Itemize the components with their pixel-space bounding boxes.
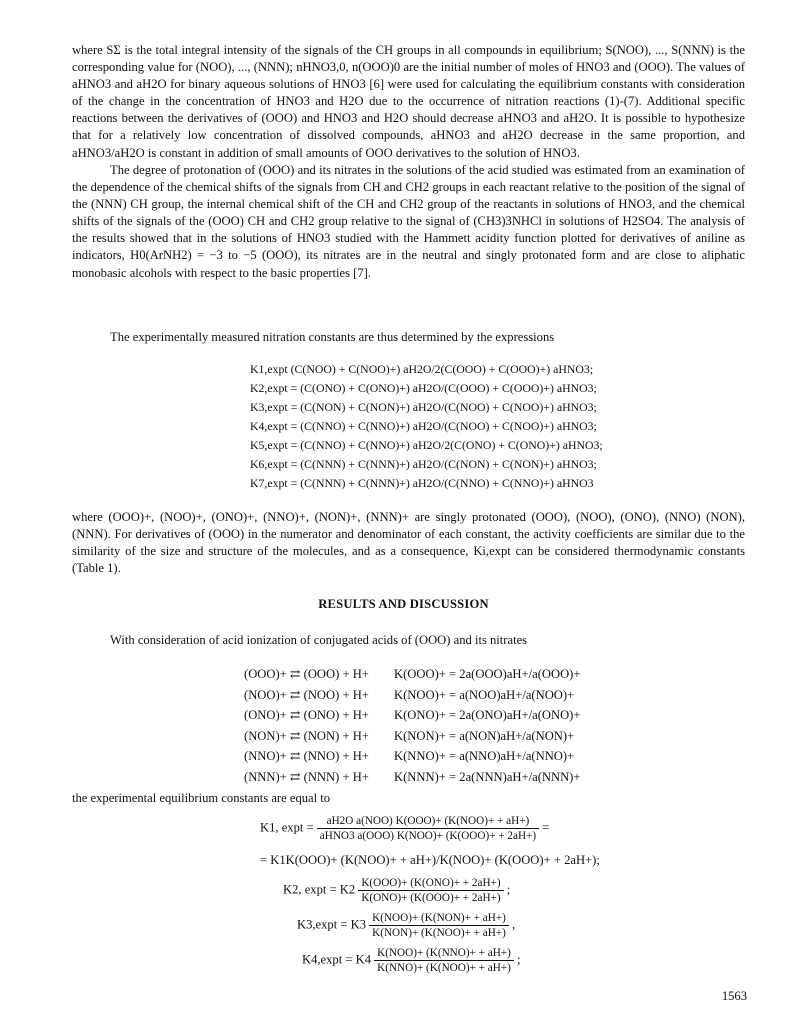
ionization-reaction: (NOO)+ ⇄ (NOO) + H+ [244, 687, 369, 702]
ionization-constant: K(ONO)+ = 2a(ONO)aH+/a(ONO)+ [394, 708, 581, 722]
ionization-row [244, 726, 580, 747]
fraction-k3-numerator: K(NOO)+ (K(NON)+ + aH+) [369, 911, 509, 926]
fraction-k2-numerator: K(OOO)+ (K(ONO)+ + 2aH+) [358, 876, 503, 891]
fraction-k3 [369, 911, 509, 940]
paragraph-protonation: The degree of protonation of (OOO) and its nitrates in the solutions of the acid studied was estimated from an examination of the dependence of the chemical shifts of the signals from CH and CH2 groups in each reactant relative to the position of the signal of the (NNN) CH group, the internal chemical shift of the CH and CH2 group of the reactants in solutions of HNO3, and the chemical shifts of the signals of the (OOO) CH and CH2 group relative to the signal of (CH3)3NHCl in solutions of H2SO4. The analysis of the results showed that in the solutions of HNO3 studied with the Hammett acidity function plotted for derivatives of aniline as indicators, H0(ArNH2) = −3 to −5 (OOO), its nitrates are in the neutral and singly protonated form and are close to aliphatic monobasic alcohols with respect to the basic properties [7]. [72, 163, 745, 280]
expression-k7: K7,expt = (C(NNN) + C(NNN)+) aH2O/(C(NNO) + C(NNO)+) aHNO3 [250, 476, 594, 490]
page-number: 1563 [721, 989, 747, 1003]
ionization-constant: K(NNN)+ = 2a(NNN)aH+/a(NNN)+ [394, 769, 581, 784]
equation-k2-expt [283, 876, 510, 905]
ionization-row [244, 664, 580, 685]
paragraph-definitions: where SΣ is the total integral intensity of the signals of the CH groups in all compounds in equilibrium; S(NOO), ..., S(NNN) is the corresponding value for (NOO), ..., (NNN); nHNO3,0, n(OOO)0 are the initial number of moles of HNO3 and (OOO). The values of aHNO3 and aH2O for binary aqueous solutions of HNO3 [6] were used for calculating the equilibrium constants with consideration of the change in the concentration of HNO3 and H2O due to the occurrence of nitration reactions (1)-(7). Additional specific reactions between the derivatives of (OOO) and HNO3 and H2O should decrease aHNO3 and aH2O. It is possible to hypothesize that for a relatively low concentration of dissolved compounds, aHNO3 and aH2O decrease in the same proportion, and aHNO3/aH2O is constant in addition of small amounts of OOO derivatives to the solution of HNO3. [72, 43, 745, 160]
ionization-equilibria [244, 664, 580, 787]
fraction-k1-denominator: aHNO3 a(OOO) K(NOO)+ (K(OOO)+ + 2aH+) [319, 830, 537, 842]
ionization-reaction: (ONO)+ ⇄ (ONO) + H+ [244, 708, 369, 722]
fraction-k4-numerator: K(NOO)+ (K(NNO)+ + aH+) [374, 946, 514, 961]
ionization-constant: K(NON)+ = a(NON)aH+/a(NON)+ [394, 728, 575, 743]
ionization-reaction: (NNO)+ ⇄ (NNO) + H+ [244, 749, 369, 763]
expression-k4: K4,expt = (C(NNO) + C(NNO)+) aH2O/(C(NOO) + C(NOO)+) aHNO3; [250, 419, 597, 433]
fraction-k3-denominator: K(NON)+ (K(NOO)+ + aH+) [372, 927, 506, 939]
fraction-k2 [358, 876, 503, 905]
ionization-row [244, 685, 580, 706]
fraction-k4-denominator: K(NNO)+ (K(NOO)+ + aH+) [377, 962, 511, 974]
ionization-reaction: (OOO)+ ⇄ (OOO) + H+ [244, 667, 369, 681]
nitration-constant-expressions [250, 360, 603, 493]
expression-k2: K2,expt = (C(ONO) + C(ONO)+) aH2O/(C(OOO) + C(OOO)+) aHNO3; [250, 381, 597, 395]
equation-k3-tail: , [512, 917, 516, 932]
paragraph-ionization-intro: With consideration of acid ionization of conjugated acids of (OOO) and its nitrates [110, 633, 528, 647]
equation-k3-lhs: K3,expt = K3 [297, 917, 367, 932]
ionization-reaction: (NON)+ ⇄ (NON) + H+ [244, 728, 369, 743]
equation-k1-lhs: K1, expt = [260, 820, 314, 835]
fraction-k4 [374, 946, 514, 975]
equation-k1-expt [260, 814, 549, 843]
equation-k1-expansion: = K1K(OOO)+ (K(NOO)+ + aH+)/K(NOO)+ (K(OOO)+ + 2aH+); [260, 853, 600, 867]
paragraph-expressions-intro: The experimentally measured nitration constants are thus determined by the expressions [110, 330, 555, 344]
equation-k1-tail: = [542, 820, 550, 835]
ionization-row [244, 767, 580, 788]
ionization-reaction: (NNN)+ ⇄ (NNN) + H+ [244, 769, 369, 784]
expression-k6: K6,expt = (C(NNN) + C(NNN)+) aH2O/(C(NON) + C(NON)+) aHNO3; [250, 457, 597, 471]
fraction-k1 [317, 814, 539, 843]
expression-k5: K5,expt = (C(NNO) + C(NNO)+) aH2O/2(C(ONO) + C(ONO)+) aHNO3; [250, 438, 603, 452]
paragraph-experimental-constants: the experimental equilibrium constants are equal to [72, 791, 331, 805]
section-heading: RESULTS AND DISCUSSION [318, 597, 489, 611]
equation-k4-tail: ; [517, 952, 521, 967]
equation-k4-lhs: K4,expt = K4 [302, 952, 372, 967]
equation-k2-lhs: K2, expt = K2 [283, 882, 356, 897]
ionization-constant: K(NNO)+ = a(NNO)aH+/a(NNO)+ [394, 749, 575, 763]
fraction-k1-numerator: aH2O a(NOO) K(OOO)+ (K(NOO)+ + aH+) [317, 814, 539, 829]
expression-k1: K1,expt (C(NOO) + C(NOO)+) aH2O/2(C(OOO) + C(OOO)+) aHNO3; [250, 362, 594, 376]
fraction-k2-denominator: K(ONO)+ (K(OOO)+ + 2aH+) [361, 892, 501, 904]
equation-k2-tail: ; [506, 882, 511, 897]
expression-k3: K3,expt = (C(NON) + C(NON)+) aH2O/(C(NOO) + C(NOO)+) aHNO3; [250, 400, 597, 414]
ionization-constant: K(NOO)+ = a(NOO)aH+/a(NOO)+ [394, 687, 575, 702]
ionization-row [244, 705, 580, 726]
equation-k4-expt [302, 946, 521, 975]
ionization-row [244, 746, 580, 767]
ionization-constant: K(OOO)+ = 2a(OOO)aH+/a(OOO)+ [394, 667, 581, 681]
paragraph-protonated-forms: where (OOO)+, (NOO)+, (ONO)+, (NNO)+, (NON)+, (NNN)+ are singly protonated (OOO), (NOO), (ONO), (NNO) (NON), (NNN). For derivatives of (OOO) in the numerator and denominator of each constant, the activity coefficients are similar due to the similarity of the size and structure of the molecules, and as a consequence, Ki,expt can be considered thermodynamic constants (Table 1). [72, 510, 745, 576]
equation-k3-expt [297, 911, 515, 940]
